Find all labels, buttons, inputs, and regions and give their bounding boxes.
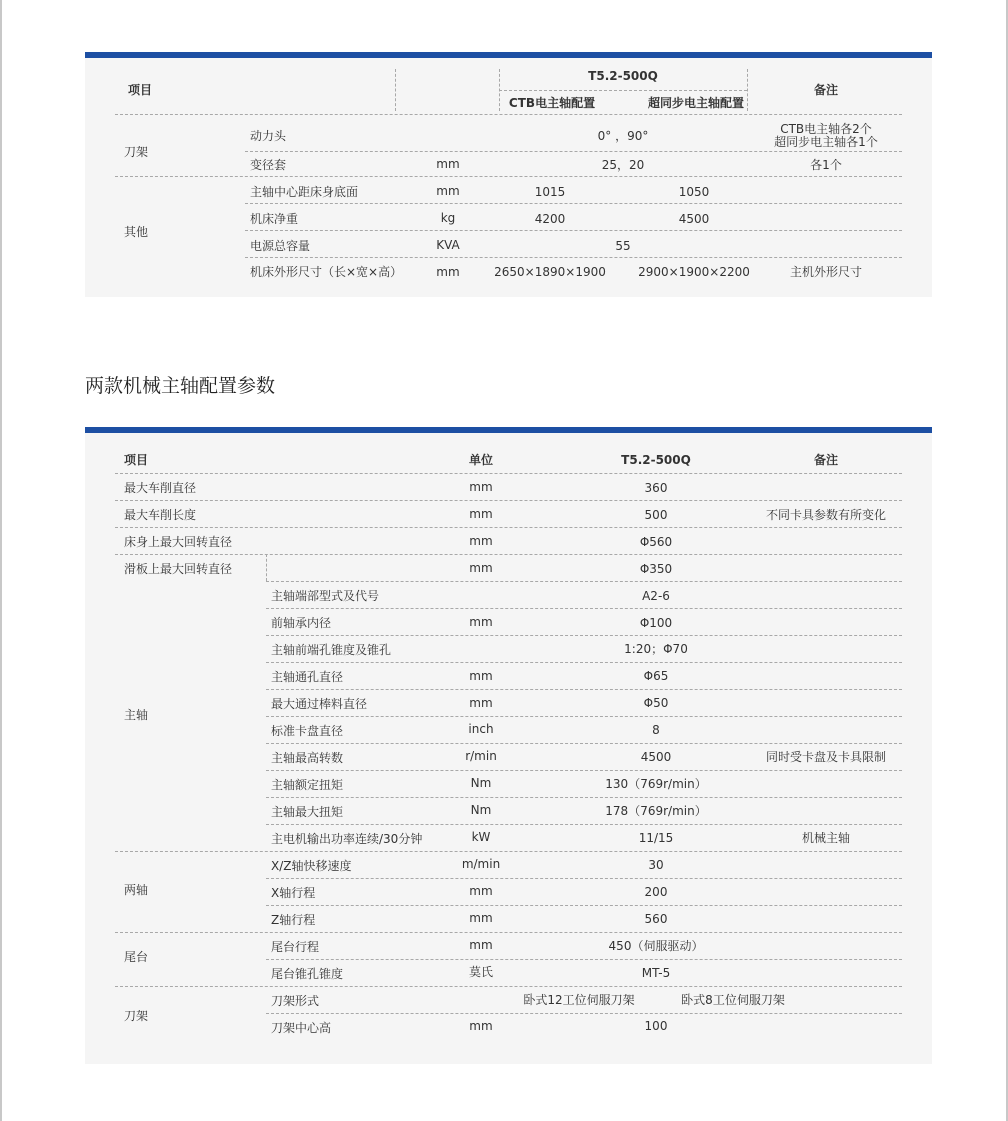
t2-row-name: 主轴最大扭矩 (271, 805, 344, 819)
t1-row-unit: mm (436, 265, 460, 279)
t2-row-unit: mm (469, 615, 493, 629)
divider (747, 69, 748, 111)
divider (266, 905, 902, 906)
t1-row-value: 0° ，90° (597, 129, 649, 143)
divider (266, 959, 902, 960)
t2-row-value: 130（769r/min） (605, 777, 707, 791)
t1-row-name: 机床外形尺寸（长×宽×高） (250, 265, 403, 279)
divider (266, 662, 902, 663)
t2-row-name: 主轴端部型式及代号 (271, 589, 380, 603)
t2-row-name: 主轴通孔直径 (271, 670, 344, 684)
t2-row-name: 前轴承内径 (271, 616, 332, 630)
divider (115, 114, 902, 115)
page-border-left (0, 0, 2, 1121)
divider (266, 878, 902, 879)
divider (115, 986, 902, 987)
t1-row-name: 机床净重 (250, 212, 299, 226)
t2-row-value: MT-5 (641, 966, 671, 980)
t2-row-value: 4500 (640, 750, 672, 764)
t2-row-name: 刀架中心高 (271, 1021, 332, 1035)
divider (499, 90, 747, 91)
t2-row-unit: kW (471, 830, 491, 844)
t2-row-value: Φ560 (639, 535, 673, 549)
t2-row-name: 主轴前端孔锥度及锥孔 (271, 643, 392, 657)
t2-row-value: 30 (648, 858, 664, 872)
t2-row-name: 主轴额定扭矩 (271, 778, 344, 792)
t2-row-value: 560 (644, 912, 668, 926)
t2-row-value: Φ350 (639, 562, 673, 576)
t1-row-name: 电源总容量 (250, 239, 311, 253)
t2-row-name: 尾台行程 (271, 940, 320, 954)
t1-row-v1: 2650×1890×1900 (494, 265, 606, 279)
t2-row-unit: mm (469, 911, 493, 925)
t2-row-value: 100 (644, 1019, 668, 1033)
divider (266, 716, 902, 717)
divider (266, 797, 902, 798)
t1-row-unit: mm (436, 157, 460, 171)
t2-row-item: 最大车削长度 (124, 508, 197, 522)
t2-row-name: 最大通过棒料直径 (271, 697, 368, 711)
table-1-header-bar (85, 52, 932, 58)
t2-row-unit: mm (469, 480, 493, 494)
t1-row-name: 主轴中心距床身底面 (250, 185, 359, 199)
t1-row-v2: 2900×1900×2200 (638, 265, 750, 279)
t2-row-item: 床身上最大回转直径 (124, 535, 233, 549)
t2-row-name: 主电机输出功率连续/30分钟 (271, 832, 423, 846)
t2-group-tool: 刀架 (124, 1009, 149, 1023)
t2-row-remark: 不同卡具参数有所变化 (765, 508, 887, 522)
t2-row-value: 11/15 (638, 831, 674, 845)
t2-row-value: Φ50 (643, 696, 669, 710)
t1-row-unit: kg (440, 211, 456, 225)
t2-row-value: 450（伺服驱动） (608, 939, 704, 953)
t1-header-sync: 超同步电主轴配置 (647, 96, 745, 110)
t2-row-name: 尾台锥孔锥度 (271, 967, 344, 981)
t2-row-value: A2-6 (642, 589, 670, 603)
t2-row-item: 滑板上最大回转直径 (124, 562, 233, 576)
divider (245, 203, 902, 204)
t1-row-remark-2: 超同步电主轴各1个 (774, 135, 878, 149)
t1-header-ctb: CTB电主轴配置 (508, 96, 596, 110)
t2-row-unit: r/min (465, 749, 497, 763)
t2-row-name: X轴行程 (271, 886, 316, 900)
divider (266, 743, 902, 744)
divider (115, 932, 902, 933)
t2-row-value: Φ65 (643, 669, 669, 683)
spec-table-2 (85, 427, 932, 1064)
t2-header-model: T5.2-500Q (621, 453, 691, 467)
t2-row-v2: 卧式8工位伺服刀架 (681, 993, 785, 1007)
t2-row-value: 500 (644, 508, 668, 522)
spec-table-1 (85, 52, 932, 297)
t2-row-unit: Nm (470, 803, 492, 817)
t1-row-unit: KVA (436, 238, 460, 252)
t2-row-unit: mm (469, 669, 493, 683)
t2-row-name: 刀架形式 (271, 994, 320, 1008)
divider (115, 176, 902, 177)
t1-group-other: 其他 (124, 225, 149, 239)
t2-row-unit: mm (469, 938, 493, 952)
divider (266, 824, 902, 825)
t2-row-name: X/Z轴快移速度 (271, 859, 352, 873)
table-2-header-bar (85, 427, 932, 433)
t1-header-item: 项目 (128, 83, 153, 97)
divider (245, 151, 902, 152)
t1-row-remark: 各1个 (810, 158, 842, 172)
t2-row-name: 主轴最高转数 (271, 751, 344, 765)
divider (115, 851, 902, 852)
divider (395, 69, 396, 111)
t1-group-tool: 刀架 (124, 145, 149, 159)
divider (266, 689, 902, 690)
divider (266, 1013, 902, 1014)
t2-row-unit: mm (469, 696, 493, 710)
t2-row-value: 1:20；Φ70 (624, 642, 688, 656)
t1-row-v2: 1050 (678, 185, 710, 199)
t2-row-value: 360 (644, 481, 668, 495)
divider (266, 581, 902, 582)
t2-row-v1: 卧式12工位伺服刀架 (523, 993, 635, 1007)
t2-row-unit: 莫氏 (468, 965, 494, 979)
t2-header-item: 项目 (124, 453, 149, 467)
t1-row-value: 25，20 (601, 158, 645, 172)
divider (245, 230, 902, 231)
t1-row-v1: 4200 (534, 212, 566, 226)
t2-row-unit: mm (469, 1019, 493, 1033)
t1-row-remark: 主机外形尺寸 (789, 265, 863, 279)
t1-row-remark: CTB电主轴各2个 (780, 122, 872, 136)
divider (266, 770, 902, 771)
t1-header-model: T5.2-500Q (588, 69, 658, 83)
section-title: 两款机械主轴配置参数 (85, 375, 276, 397)
t1-row-name: 变径套 (250, 158, 287, 172)
t2-group-spindle: 主轴 (124, 708, 149, 722)
divider (266, 608, 902, 609)
t1-row-value: 55 (615, 239, 631, 253)
t2-group-axes: 两轴 (124, 883, 149, 897)
divider (245, 257, 902, 258)
t2-row-remark: 机械主轴 (801, 831, 851, 845)
t1-row-v2: 4500 (678, 212, 710, 226)
t2-row-value: 200 (644, 885, 668, 899)
t2-row-value: 8 (652, 723, 660, 737)
t1-row-v1: 1015 (534, 185, 566, 199)
t2-header-unit: 单位 (468, 453, 494, 467)
divider (115, 500, 902, 501)
t2-row-unit: mm (469, 507, 493, 521)
t2-row-name: 标准卡盘直径 (271, 724, 344, 738)
t2-row-unit: Nm (470, 776, 492, 790)
t2-row-item: 最大车削直径 (124, 481, 197, 495)
divider (115, 554, 902, 555)
t2-row-unit: m/min (461, 857, 501, 871)
t2-row-unit: mm (469, 884, 493, 898)
t1-header-remark: 备注 (813, 83, 839, 97)
t2-row-unit: mm (469, 534, 493, 548)
t2-row-unit: mm (469, 561, 493, 575)
divider (266, 635, 902, 636)
t2-row-value: Φ100 (639, 616, 673, 630)
t2-row-remark: 同时受卡盘及卡具限制 (765, 750, 887, 764)
t2-row-unit: inch (468, 722, 494, 736)
divider (115, 527, 902, 528)
t2-row-value: 178（769r/min） (605, 804, 707, 818)
t1-row-name: 动力头 (250, 129, 287, 143)
t2-group-tail: 尾台 (124, 950, 149, 964)
t1-row-unit: mm (436, 184, 460, 198)
divider (266, 554, 267, 581)
t2-row-name: Z轴行程 (271, 913, 316, 927)
t2-header-remark: 备注 (813, 453, 839, 467)
divider (115, 473, 902, 474)
